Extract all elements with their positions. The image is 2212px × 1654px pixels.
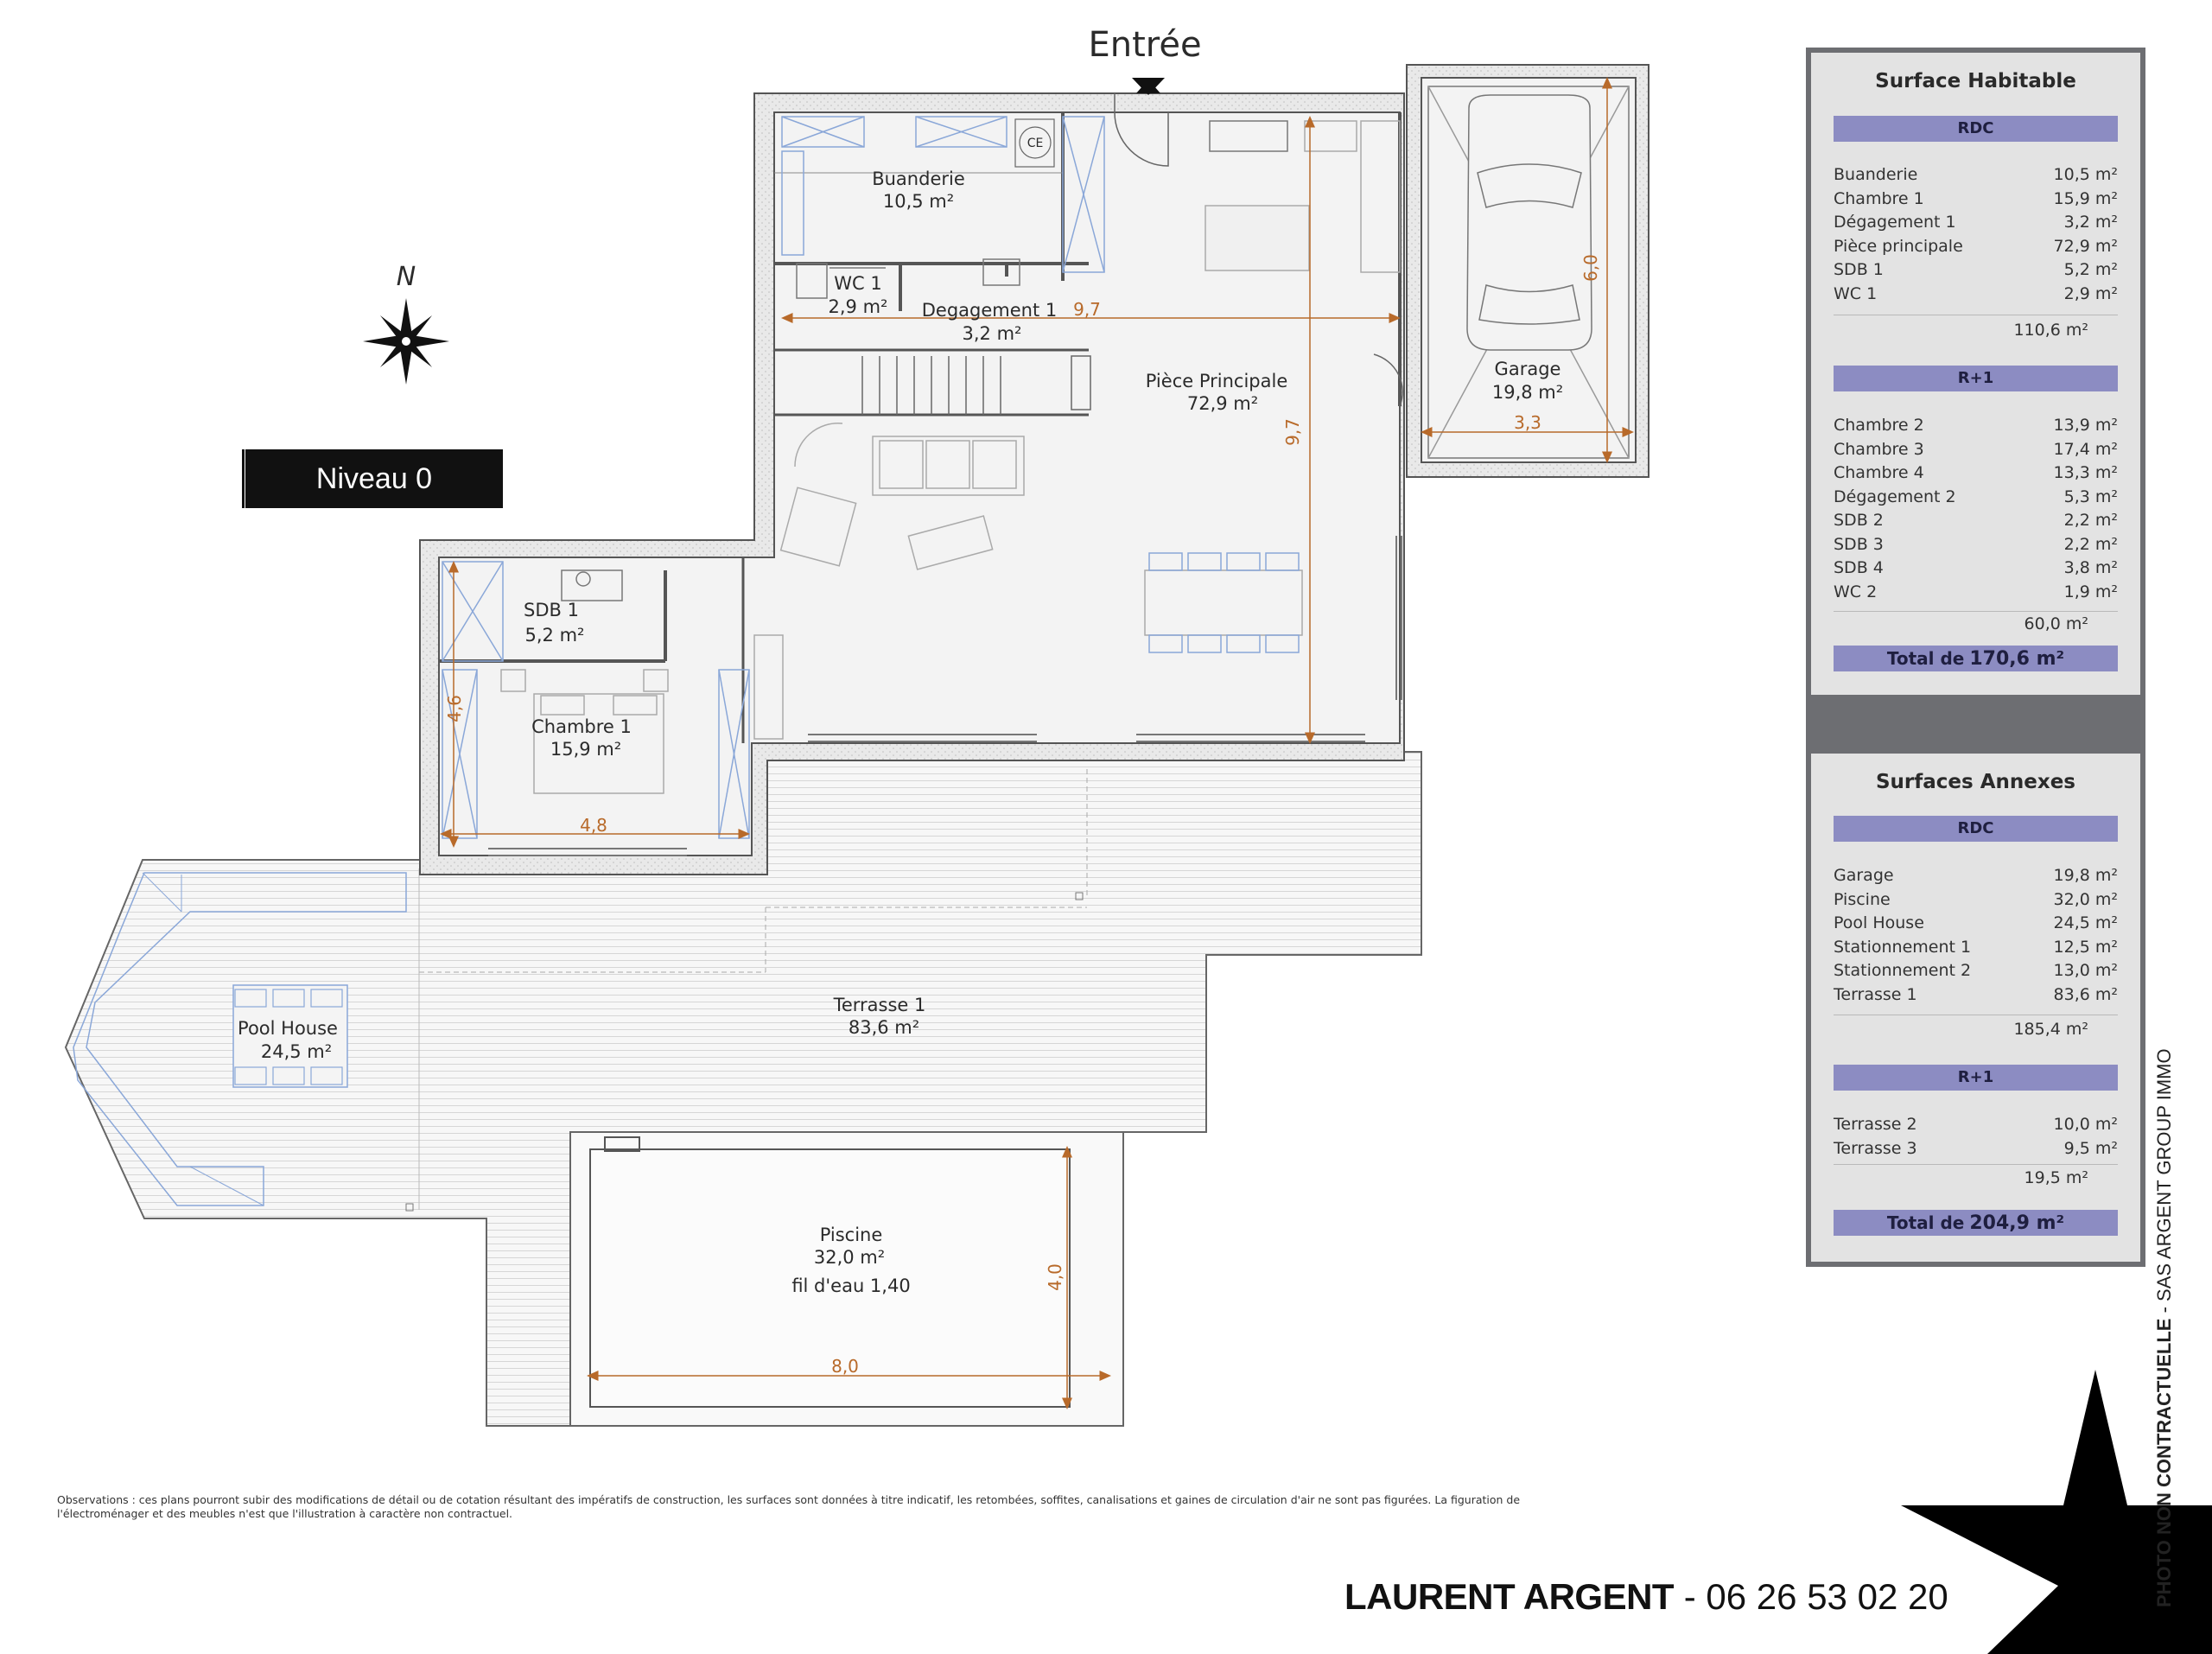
- room-degagement1-name: Degagement 1: [921, 300, 1058, 321]
- surface-row-name: SDB 1: [1834, 260, 1884, 279]
- surface-row-name: SDB 4: [1834, 558, 1884, 577]
- surfaces-annexes-total-label: Total de: [1886, 1212, 1965, 1233]
- surface-row-value: 3,2 m²: [2063, 213, 2118, 232]
- surface-row-name: Terrasse 3: [1834, 1138, 1917, 1158]
- dim-piscine-height: 4,0: [1045, 1263, 1065, 1291]
- surface-row-value: 9,5 m²: [2063, 1138, 2118, 1158]
- surface-row: [1834, 189, 2118, 213]
- surface-row-value: 1,9 m²: [2063, 582, 2118, 601]
- surface-habitable-total: [1834, 646, 2118, 671]
- room-buanderie-area: 10,5 m²: [882, 191, 955, 212]
- surface-row-name: Chambre 2: [1834, 416, 1924, 435]
- contact-name: LAURENT ARGENT: [1344, 1576, 1675, 1617]
- vertical-disclaimer-rest: - SAS ARGENT GROUP IMMO: [2153, 1048, 2175, 1319]
- dim-chambre-height: 4,6: [444, 695, 465, 722]
- surface-row-value: 2,2 m²: [2063, 511, 2118, 530]
- dim-chambre-width: 4,8: [580, 815, 607, 836]
- surface-habitable-rdc-subtotal: 110,6 m²: [2013, 321, 2088, 340]
- dim-piece-height: 9,7: [1282, 418, 1303, 446]
- surface-row-name: Stationnement 1: [1834, 937, 1972, 957]
- north-compass-icon: [363, 298, 449, 385]
- surface-row: [1834, 913, 2118, 937]
- room-piece-principale-name: Pièce Principale: [1145, 371, 1288, 391]
- surface-row: [1834, 582, 2118, 606]
- surface-row-value: 5,2 m²: [2063, 260, 2118, 279]
- surface-row-value: 2,2 m²: [2063, 534, 2118, 554]
- surface-habitable-r1-subtotal: 60,0 m²: [2024, 614, 2088, 633]
- surface-row: [1834, 1139, 2118, 1162]
- surface-row: [1834, 558, 2118, 582]
- room-pool-house-name: Pool House: [238, 1018, 338, 1039]
- room-degagement1-area: 3,2 m²: [962, 323, 1022, 344]
- surface-row: [1834, 213, 2118, 236]
- contact-phone: 06 26 53 02 20: [1706, 1576, 1948, 1617]
- surface-row: [1834, 511, 2118, 534]
- surface-row-name: Terrasse 1: [1834, 984, 1917, 1004]
- niveau-badge-edge: [242, 449, 245, 508]
- surfaces-annexes-panel: [1806, 748, 2145, 1267]
- surface-row-value: 13,0 m²: [2053, 961, 2118, 980]
- surface-row-name: Terrasse 2: [1834, 1115, 1917, 1134]
- surface-row: [1834, 535, 2118, 558]
- niveau-badge: Niveau 0: [245, 449, 503, 508]
- surface-row-value: 10,5 m²: [2053, 165, 2118, 184]
- room-garage-area: 19,8 m²: [1491, 382, 1564, 403]
- room-wc1-name: WC 1: [834, 273, 882, 294]
- surface-row-name: Piscine: [1834, 889, 1891, 909]
- panel-separator: [1806, 700, 2145, 752]
- dim-garage-height: 6,0: [1580, 254, 1601, 282]
- room-piscine-area: 32,0 m²: [813, 1247, 886, 1268]
- surface-row-name: WC 1: [1834, 283, 1878, 303]
- surface-habitable-total-value: 170,6 m²: [1969, 648, 2065, 670]
- room-terrasse1-area: 83,6 m²: [848, 1017, 920, 1038]
- surface-row: [1834, 284, 2118, 308]
- room-garage-name: Garage: [1494, 359, 1561, 379]
- room-sdb1-area: 5,2 m²: [524, 625, 585, 646]
- surface-row: [1834, 961, 2118, 984]
- surface-row-name: WC 2: [1834, 582, 1878, 601]
- surface-row-name: Pièce principale: [1834, 236, 1963, 256]
- surface-row-value: 24,5 m²: [2053, 913, 2118, 932]
- surface-habitable-rdc-bar: RDC: [1834, 116, 2118, 142]
- surface-row-name: Pool House: [1834, 913, 1924, 932]
- observations-text: Observations : ces plans pourront subir des modifications de détail ou de cotation résultant des impératifs de construction, les surfaces sont données à titre indicatif, les retombées, soffites, canalisations et gaines de circulation d'air ne sont pas figurées. La figuration de l'électroménager et des meubles n'est que l'illustration à caractère non contractuel.: [57, 1493, 1521, 1520]
- surfaces-annexes-total: [1834, 1210, 2118, 1236]
- surface-row: [1834, 866, 2118, 889]
- surface-row-value: 3,8 m²: [2063, 558, 2118, 577]
- surface-habitable-panel: [1806, 48, 2145, 700]
- vertical-disclaimer: [2153, 1048, 2176, 1607]
- dim-piscine-width: 8,0: [831, 1356, 859, 1377]
- surface-row: [1834, 440, 2118, 463]
- room-sdb1-name: SDB 1: [524, 600, 579, 620]
- surface-row-name: Dégagement 1: [1834, 213, 1956, 232]
- room-chambre1-area: 15,9 m²: [550, 739, 622, 760]
- surface-row: [1834, 237, 2118, 260]
- surface-row: [1834, 938, 2118, 961]
- surfaces-annexes-title: Surfaces Annexes: [1875, 771, 2075, 793]
- surface-habitable-title: Surface Habitable: [1875, 70, 2076, 92]
- surfaces-annexes-r1-bar: R+1: [1834, 1065, 2118, 1091]
- surfaces-annexes-r1-subtotal: 19,5 m²: [2024, 1168, 2088, 1187]
- surface-row-value: 13,9 m²: [2053, 416, 2118, 435]
- surface-habitable-r1-bar: R+1: [1834, 366, 2118, 391]
- surface-row-name: Chambre 3: [1834, 439, 1924, 459]
- room-terrasse1-name: Terrasse 1: [833, 995, 926, 1015]
- vertical-disclaimer-bold: PHOTO NON CONTRACTUELLE: [2153, 1318, 2175, 1607]
- surface-row-value: 32,0 m²: [2053, 889, 2118, 909]
- surfaces-annexes-total-value: 204,9 m²: [1969, 1212, 2065, 1234]
- surface-row-value: 17,4 m²: [2053, 439, 2118, 459]
- room-piscine-name: Piscine: [819, 1225, 883, 1245]
- room-wc1-area: 2,9 m²: [828, 296, 888, 317]
- surface-row-value: 83,6 m²: [2053, 984, 2118, 1004]
- north-label: N: [396, 262, 416, 292]
- surface-row-name: SDB 3: [1834, 534, 1884, 554]
- surface-row: [1834, 165, 2118, 188]
- dim-piece-width: 9,7: [1073, 299, 1101, 320]
- contact-line: [1344, 1576, 1948, 1618]
- room-pool-house-area: 24,5 m²: [260, 1041, 333, 1062]
- room-piscine-note: fil d'eau 1,40: [791, 1275, 911, 1296]
- surface-row-name: Buanderie: [1834, 165, 1918, 184]
- surface-row-name: Chambre 1: [1834, 188, 1924, 208]
- surface-row-value: 13,3 m²: [2053, 463, 2118, 482]
- surface-habitable-total-label: Total de: [1886, 648, 1965, 669]
- surface-row-name: Dégagement 2: [1834, 487, 1956, 506]
- room-buanderie-name: Buanderie: [872, 169, 965, 189]
- ce-label: CE: [1027, 137, 1044, 150]
- entree-label: Entrée: [1088, 25, 1202, 65]
- surfaces-annexes-rdc-bar: RDC: [1834, 816, 2118, 842]
- surface-row: [1834, 1115, 2118, 1138]
- surface-row-name: SDB 2: [1834, 511, 1884, 530]
- surface-row-value: 2,9 m²: [2063, 283, 2118, 303]
- surface-row-name: Chambre 4: [1834, 463, 1924, 482]
- dim-garage-width: 3,3: [1514, 412, 1541, 433]
- surface-row-value: 12,5 m²: [2053, 937, 2118, 957]
- contact-separator: -: [1674, 1576, 1707, 1617]
- surface-row-name: Stationnement 2: [1834, 961, 1972, 980]
- surface-row: [1834, 985, 2118, 1008]
- room-piece-principale-area: 72,9 m²: [1186, 393, 1259, 414]
- room-chambre1-name: Chambre 1: [531, 716, 632, 737]
- surface-row-value: 15,9 m²: [2053, 188, 2118, 208]
- surface-row: [1834, 260, 2118, 283]
- surface-row: [1834, 890, 2118, 913]
- surface-row-value: 5,3 m²: [2063, 487, 2118, 506]
- surfaces-annexes-rdc-subtotal: 185,4 m²: [2013, 1020, 2088, 1039]
- surface-row-value: 10,0 m²: [2053, 1115, 2118, 1134]
- car-icon: [1467, 95, 1592, 350]
- surface-row: [1834, 416, 2118, 439]
- surface-row-value: 72,9 m²: [2053, 236, 2118, 256]
- surface-row-value: 19,8 m²: [2053, 866, 2118, 885]
- surface-row-name: Garage: [1834, 866, 1894, 885]
- surface-row: [1834, 487, 2118, 511]
- surface-row: [1834, 463, 2118, 487]
